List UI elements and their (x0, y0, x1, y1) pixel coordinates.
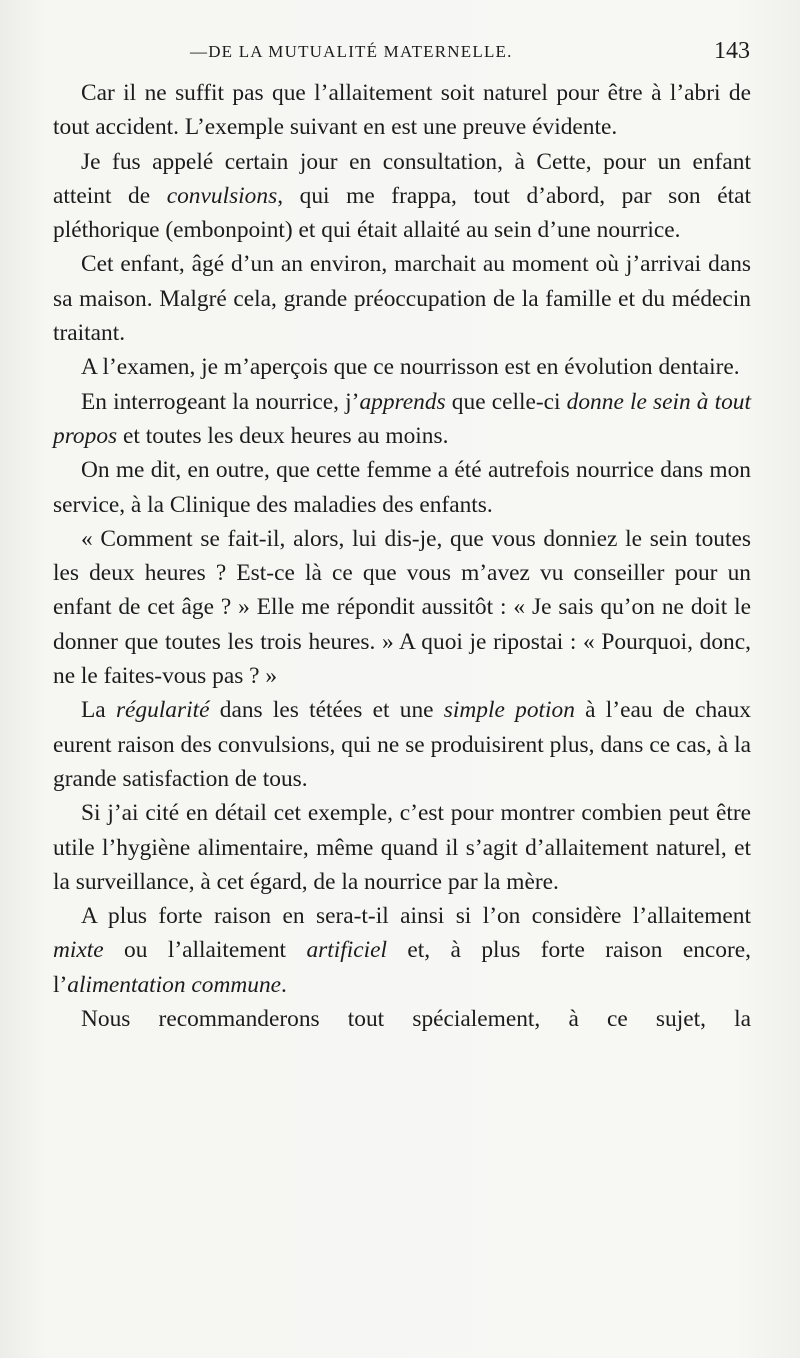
text-run: A l’examen, je m’aperçois que ce nourrisson est en évolution dentaire. (81, 354, 740, 381)
paragraph (53, 145, 751, 248)
text-run: Je fus appelé certain jour en consultation, à Cette, pour un enfant atteint de (53, 148, 751, 209)
italic-text: artificiel (306, 937, 388, 964)
italic-text: simple potion (443, 697, 575, 724)
paragraph (53, 385, 751, 454)
italic-text: convulsions (166, 182, 278, 209)
running-title: —DE LA MUTUALITÉ MATERNELLE. (190, 42, 513, 61)
text-run: La (81, 697, 116, 724)
italic-text: alimentation commune (67, 971, 282, 998)
page-header (190, 38, 750, 66)
text-run: et, à plus forte raison encore, l’ (53, 937, 751, 998)
body-text (53, 76, 751, 1036)
text-run: Si j’ai cité en détail cet exemple, c’est pour montrer combien peut être utile l’hygiène alimentaire, même quand il s’agit d’allaitement naturel, et la surveillance, à cet égard, de la nourrice par la mère. (53, 800, 751, 895)
text-run: Nous recommanderons tout spécialement, à ce sujet, la (81, 1006, 751, 1033)
text-run: . (281, 971, 287, 998)
text-run: que celle-ci (445, 388, 567, 415)
text-run: à l’eau de chaux eurent raison des convulsions, qui ne se produisirent plus, dans ce cas, à la grande satisfaction de tous. (53, 697, 751, 792)
paragraph (53, 522, 751, 693)
text-run: En interrogeant la nourrice, j’ (81, 388, 360, 415)
text-run: Cet enfant, âgé d’un an environ, marchait au moment où j’arrivai dans sa maison. Malgré cela, grande préoccupation de la famille et du médecin traitant. (53, 251, 751, 347)
italic-text: apprends (359, 388, 446, 415)
paragraph (53, 693, 751, 796)
italic-text: régularité (115, 697, 210, 724)
text-run: dans les tétées et une (209, 697, 444, 724)
paragraph (53, 1002, 751, 1036)
text-run: A plus forte raison en sera-t-il ainsi si l’on considère l’allaitement (81, 903, 751, 930)
text-run: et toutes les deux heures au moins. (117, 422, 449, 449)
paragraph (53, 796, 751, 899)
text-run: On me dit, en outre, que cette femme a été autrefois nourrice dans mon service, à la Clinique des maladies des enfants. (53, 457, 751, 518)
paragraph (53, 247, 751, 350)
paragraph (53, 899, 751, 1002)
text-run: ou l’allaitement (103, 937, 307, 964)
italic-text: mixte (53, 937, 104, 964)
text-run: , qui me frappa, tout d’abord, par son état pléthorique (embonpoint) et qui était allaité au sein d’une nourrice. (53, 182, 751, 244)
text-run: « Comment se fait-il, alors, lui dis-je, que vous donniez le sein toutes les deux heures ? Est-ce là ce que vous m’avez vu conseiller pour un enfant de cet âge ? » Elle me répondit aussitôt : « Je sais qu’on ne doit le donner que toutes les trois heures. » A quoi je ripostai : « Pourquoi, donc, ne le faites-vous pas ? » (53, 525, 751, 690)
italic-text: donne le sein à tout propos (53, 388, 751, 449)
page-number: 143 (714, 38, 750, 64)
paragraph (53, 76, 751, 145)
paragraph (53, 350, 751, 384)
paragraph (53, 453, 751, 522)
text-run: Car il ne suffit pas que l’allaitement soit naturel pour être à l’abri de tout accident. L’exemple suivant en est une preuve évidente. (53, 80, 751, 141)
